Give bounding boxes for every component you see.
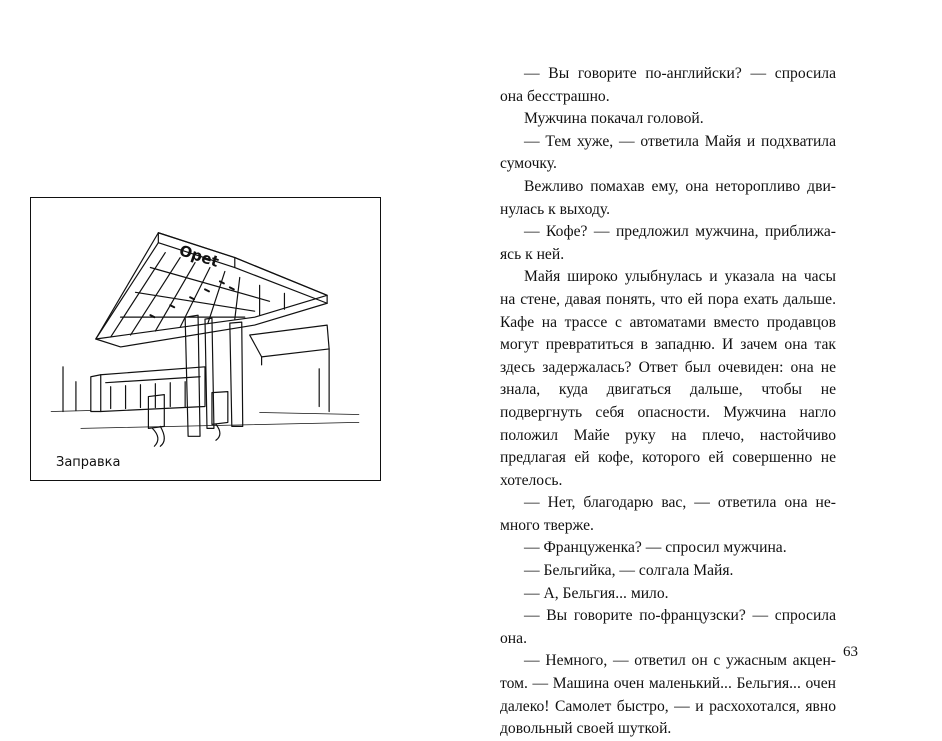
station-building — [101, 367, 205, 412]
paragraph: — Нет, благодарю вас, — ответила она немного тверже. — [500, 494, 836, 534]
paragraph: — Бельгийка, — солгала Майя. — [524, 562, 734, 580]
fuel-pump — [148, 395, 164, 429]
paragraph: Вежливо помахав ему, она неторопливо двинулась к выходу. — [500, 177, 836, 218]
paragraph: — Вы говорите по-английски? — спросила она бесстрашно. — [500, 65, 836, 105]
paragraph: — Тем хуже, — ответила Майя и подхватила сумочку. — [500, 132, 836, 173]
paragraph: Мужчина покачал головой. — [524, 110, 704, 128]
book-text-column — [500, 63, 836, 741]
gas-station-drawing — [31, 198, 380, 480]
gas-station-illustration — [30, 197, 381, 481]
paragraph: — Француженка? — спросил мужчина. — [524, 539, 787, 557]
paragraph: — Вы говорите по-французски? — спросила она. — [500, 607, 836, 647]
paragraph: — А, Бельгия... мило. — [524, 584, 669, 602]
paragraph: Майя широко улыбнулась и указала на часы на стене, давая понять, что ей пора ехать дальше. Кафе на трассе с автоматами вместо продавцов могут превратиться в западню. И зачем она так здесь задержалась? Ответ был очевиден: она не знала, куда двигаться дальше, чтобы не подвергнуть себя опасности. Мужчина нагло положил Майе руку на плечо, настойчиво предлагая ей кофе, которого ей совершенно не хотелось. — [500, 268, 836, 489]
illustration-caption: Заправка — [56, 455, 121, 470]
canopy-brand-text: Opet — [176, 241, 222, 271]
paragraph: — Кофе? — предложил мужчина, приближаясь к ней. — [500, 223, 836, 263]
page-number: 63 — [843, 644, 858, 660]
canopy-pillar — [185, 315, 200, 436]
paragraph: — Немного, — ответил он с ужасным акцентом. — Машина очен маленький... Бельгия... очен далеко! Самолет быстро, — и расхохотался, явно довольный своей шуткой. — [500, 652, 836, 738]
